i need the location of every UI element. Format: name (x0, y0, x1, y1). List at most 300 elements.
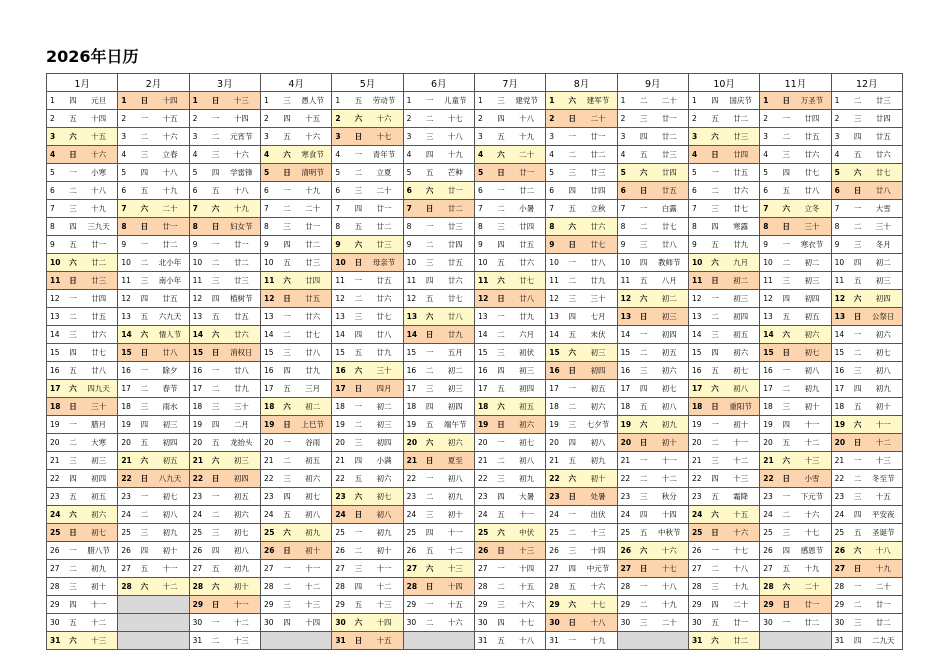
lunar-label: 十三 (804, 456, 820, 465)
month-header: 4月 (260, 74, 331, 92)
day-number: 14 (691, 330, 702, 339)
weekday: 一 (639, 330, 648, 339)
day-number: 4 (406, 150, 412, 159)
lunar-label: 廿五 (519, 240, 535, 249)
weekday: 四 (497, 240, 505, 249)
day-number: 18 (121, 402, 131, 411)
day-cell (831, 542, 902, 560)
lunar-label: 廿九 (305, 366, 321, 375)
weekday: 六 (568, 600, 577, 609)
weekday: 五 (140, 564, 149, 573)
day-number: 30 (763, 618, 773, 627)
lunar-label: 廿一 (305, 222, 321, 231)
day-number: 11 (834, 276, 845, 285)
weekday: 三 (354, 312, 363, 321)
day-cell (47, 200, 118, 218)
day-number: 19 (620, 420, 632, 429)
day-number: 24 (763, 510, 773, 519)
weekday: 二 (283, 204, 291, 213)
day-cell (688, 578, 759, 596)
day-cell (189, 164, 260, 182)
day-cell (831, 560, 902, 578)
weekday: 三 (497, 222, 505, 231)
day-cell (546, 596, 617, 614)
lunar-label: 初四 (661, 330, 677, 339)
weekday: 五 (711, 492, 719, 501)
day-number: 29 (691, 600, 702, 609)
lunar-label: 廿五 (305, 294, 321, 303)
weekday: 二 (425, 114, 434, 123)
day-cell (831, 398, 902, 416)
weekday: 四 (639, 384, 648, 393)
day-number: 24 (263, 510, 274, 519)
lunar-label: 初三 (233, 456, 249, 465)
day-cell (332, 416, 403, 434)
weekday: 一 (782, 114, 791, 123)
day-number: 15 (406, 348, 417, 357)
day-number: 2 (263, 114, 269, 123)
weekday: 三 (711, 204, 719, 213)
day-cell (546, 470, 617, 488)
day-cell (546, 524, 617, 542)
lunar-label: 初七 (875, 348, 891, 357)
lunar-label: 初八 (162, 510, 178, 519)
lunar-label: 十六 (162, 132, 178, 141)
day-number: 12 (263, 294, 275, 303)
day-number: 2 (192, 114, 198, 123)
lunar-label: 公祭日 (872, 312, 895, 321)
day-row (47, 218, 903, 236)
day-number: 7 (620, 204, 626, 213)
lunar-label: 初八 (305, 510, 321, 519)
day-cell (47, 326, 118, 344)
lunar-label: 母亲节 (372, 258, 396, 267)
day-cell (47, 596, 118, 614)
day-number: 27 (763, 564, 773, 573)
day-number: 4 (335, 150, 341, 159)
weekday: 日 (853, 438, 862, 447)
day-row (47, 200, 903, 218)
day-cell (617, 290, 688, 308)
day-number: 17 (121, 384, 131, 393)
day-number: 29 (477, 600, 488, 609)
weekday: 二 (140, 510, 149, 519)
weekday: 二 (639, 96, 648, 105)
lunar-label: 十七 (661, 564, 677, 573)
day-cell (118, 452, 189, 470)
weekday: 五 (782, 186, 791, 195)
lunar-label: 廿七 (733, 204, 749, 213)
day-row (47, 272, 903, 290)
weekday: 日 (639, 564, 648, 573)
day-cell (332, 344, 403, 362)
lunar-label: 初四 (233, 474, 249, 483)
lunar-label: 十三 (590, 528, 606, 537)
lunar-label: 二月 (233, 420, 249, 429)
day-cell (617, 488, 688, 506)
lunar-label: 十六 (519, 600, 535, 609)
weekday: 一 (354, 402, 363, 411)
lunar-label: 廿一 (376, 204, 392, 213)
lunar-label: 愚人节 (301, 96, 324, 105)
lunar-label: 廿一 (875, 600, 891, 609)
weekday: 日 (140, 96, 149, 105)
lunar-label: 廿九 (733, 240, 749, 249)
lunar-label: 十六 (590, 582, 606, 591)
day-cell (831, 236, 902, 254)
day-cell (688, 236, 759, 254)
weekday: 五 (568, 330, 577, 339)
weekday: 一 (782, 366, 791, 375)
lunar-label: 四月 (376, 384, 392, 393)
lunar-label: 十八 (875, 546, 891, 555)
day-row (47, 110, 903, 128)
weekday: 六 (69, 132, 77, 141)
lunar-label: 初四 (376, 438, 392, 447)
day-cell (189, 326, 260, 344)
weekday: 六 (497, 150, 505, 159)
day-number: 13 (549, 312, 559, 321)
day-cell (118, 92, 189, 110)
day-cell (403, 488, 474, 506)
day-cell (688, 164, 759, 182)
weekday: 二 (425, 240, 434, 249)
lunar-label: 初八 (447, 474, 463, 483)
weekday: 三 (425, 510, 434, 519)
day-cell (260, 452, 331, 470)
lunar-label: 六月 (519, 330, 535, 339)
lunar-label: 廿七 (590, 240, 606, 249)
day-cell (403, 416, 474, 434)
day-number: 11 (620, 276, 631, 285)
lunar-label: 大暑 (519, 492, 535, 501)
day-number: 23 (121, 492, 131, 501)
weekday: 五 (782, 312, 791, 321)
weekday: 三 (639, 240, 648, 249)
lunar-label: 廿一 (447, 186, 463, 195)
weekday: 一 (354, 528, 363, 537)
weekday: 一 (711, 294, 719, 303)
lunar-label: 十六 (661, 546, 677, 555)
day-number: 20 (549, 438, 559, 447)
lunar-label: 廿二 (733, 636, 749, 645)
lunar-label: 廿四 (661, 168, 677, 177)
day-number: 17 (335, 384, 346, 393)
lunar-label: 十六 (91, 150, 107, 159)
day-number: 4 (620, 150, 626, 159)
lunar-label: 初九 (305, 528, 321, 537)
lunar-label: 初十 (875, 402, 891, 411)
day-cell (118, 218, 189, 236)
day-number: 6 (192, 186, 198, 195)
day-number: 16 (477, 366, 488, 375)
weekday: 二 (283, 582, 291, 591)
day-number: 22 (691, 474, 702, 483)
day-number: 19 (50, 420, 60, 429)
day-number: 11 (335, 276, 345, 285)
lunar-label: 廿四 (590, 186, 606, 195)
day-cell (260, 380, 331, 398)
lunar-label: 十八 (519, 114, 535, 123)
day-number: 11 (263, 276, 275, 285)
day-cell (617, 452, 688, 470)
day-number: 15 (834, 348, 845, 357)
day-number: 14 (406, 330, 418, 339)
day-number: 20 (192, 438, 203, 447)
lunar-label: 处暑 (590, 492, 606, 501)
weekday: 日 (853, 186, 862, 195)
day-cell (760, 578, 831, 596)
day-number: 26 (691, 546, 702, 555)
lunar-label: 廿一 (733, 618, 749, 627)
weekday: 二 (497, 582, 505, 591)
weekday: 二 (211, 132, 220, 141)
day-cell (47, 614, 118, 632)
day-number: 26 (121, 546, 131, 555)
day-number: 28 (834, 582, 845, 591)
day-cell (546, 416, 617, 434)
day-number: 1 (620, 96, 626, 105)
day-cell (474, 272, 545, 290)
lunar-label: 十九 (875, 564, 891, 573)
lunar-label: 十三 (376, 600, 392, 609)
lunar-label: 十五 (91, 132, 107, 141)
lunar-label: 十八 (233, 186, 249, 195)
day-number: 17 (834, 384, 845, 393)
lunar-label: 十四 (447, 582, 463, 591)
weekday: 二 (782, 384, 791, 393)
day-number: 10 (691, 258, 703, 267)
weekday: 六 (69, 636, 77, 645)
day-number: 10 (549, 258, 559, 267)
day-number: 18 (192, 402, 203, 411)
day-cell (332, 632, 403, 650)
day-number: 17 (406, 384, 417, 393)
day-number: 30 (620, 618, 631, 627)
day-number: 1 (121, 96, 127, 105)
weekday: 一 (354, 276, 363, 285)
day-number: 20 (620, 438, 632, 447)
weekday: 日 (782, 348, 791, 357)
day-cell (189, 344, 260, 362)
day-row (47, 290, 903, 308)
weekday: 一 (711, 420, 719, 429)
day-number: 18 (263, 402, 275, 411)
weekday: 五 (69, 114, 77, 123)
day-cell (760, 542, 831, 560)
weekday: 一 (568, 258, 577, 267)
weekday: 四 (69, 222, 77, 231)
weekday: 五 (283, 132, 291, 141)
lunar-label: 二十 (733, 600, 749, 609)
day-cell (474, 308, 545, 326)
weekday: 五 (140, 438, 149, 447)
weekday: 四 (354, 204, 363, 213)
day-number: 6 (50, 186, 55, 195)
day-number: 8 (263, 222, 269, 231)
weekday: 一 (69, 294, 77, 303)
weekday: 一 (283, 564, 291, 573)
day-cell (189, 362, 260, 380)
day-cell (260, 164, 331, 182)
day-number: 14 (121, 330, 132, 339)
weekday: 四 (283, 366, 291, 375)
day-cell (474, 128, 545, 146)
lunar-label: 初五 (804, 312, 820, 321)
day-cell (47, 578, 118, 596)
day-cell (189, 632, 260, 650)
lunar-label: 初十 (91, 582, 107, 591)
lunar-label: 学雷锋 (230, 168, 253, 177)
weekday: 四 (568, 438, 577, 447)
day-cell (260, 506, 331, 524)
lunar-label: 廿四 (733, 150, 749, 159)
day-row (47, 146, 903, 164)
day-cell (688, 488, 759, 506)
day-cell (546, 542, 617, 560)
weekday: 六 (853, 168, 862, 177)
day-cell (189, 614, 260, 632)
day-number: 15 (477, 348, 488, 357)
lunar-label: 元旦 (91, 96, 107, 105)
day-cell (260, 290, 331, 308)
weekday: 日 (211, 600, 220, 609)
weekday: 四 (497, 492, 505, 501)
lunar-label: 初三 (91, 456, 107, 465)
day-cell (189, 578, 260, 596)
weekday: 日 (140, 474, 149, 483)
weekday: 二 (354, 546, 363, 555)
lunar-label: 十四 (590, 546, 606, 555)
day-number: 12 (763, 294, 773, 303)
weekday: 一 (711, 546, 719, 555)
day-cell (118, 416, 189, 434)
weekday: 三 (354, 186, 363, 195)
lunar-label: 廿四 (447, 240, 463, 249)
day-cell (189, 290, 260, 308)
day-number: 30 (192, 618, 203, 627)
lunar-label: 廿三 (447, 222, 463, 231)
day-number: 17 (620, 384, 631, 393)
day-cell (474, 236, 545, 254)
day-cell (617, 470, 688, 488)
lunar-label: 廿六 (233, 330, 249, 339)
day-cell (474, 614, 545, 632)
weekday: 四 (283, 492, 291, 501)
weekday: 日 (782, 474, 791, 483)
lunar-label: 十二 (447, 546, 463, 555)
lunar-label: 初六 (875, 330, 891, 339)
calendar-body (47, 92, 903, 650)
day-number: 12 (549, 294, 559, 303)
day-cell (474, 560, 545, 578)
day-number: 10 (50, 258, 61, 267)
day-number: 2 (121, 114, 127, 123)
day-cell (47, 488, 118, 506)
weekday: 一 (782, 618, 791, 627)
lunar-label: 廿一 (91, 240, 107, 249)
weekday: 四 (782, 168, 791, 177)
day-number: 9 (477, 240, 483, 249)
day-cell (47, 434, 118, 452)
day-number: 20 (335, 438, 345, 447)
day-row (47, 488, 903, 506)
day-cell (760, 470, 831, 488)
day-number: 9 (121, 240, 127, 249)
day-cell (760, 326, 831, 344)
lunar-label: 十一 (661, 456, 677, 465)
weekday: 五 (425, 168, 434, 177)
lunar-label: 廿五 (233, 312, 249, 321)
day-number: 14 (763, 330, 774, 339)
lunar-label: 廿七 (305, 330, 321, 339)
day-cell (546, 380, 617, 398)
day-cell (474, 542, 545, 560)
day-cell (47, 254, 118, 272)
weekday: 日 (140, 348, 149, 357)
day-row (47, 596, 903, 614)
weekday: 五 (69, 618, 77, 627)
lunar-label: 初八 (519, 456, 535, 465)
weekday: 六 (568, 474, 577, 483)
day-number: 19 (477, 420, 489, 429)
lunar-label: 廿二 (305, 240, 321, 249)
weekday: 二 (283, 456, 291, 465)
day-cell (47, 182, 118, 200)
lunar-label: 廿四 (91, 294, 107, 303)
lunar-label: 十三 (233, 96, 249, 105)
weekday: 四 (140, 420, 149, 429)
weekday: 日 (782, 96, 791, 105)
weekday: 六 (853, 546, 862, 555)
weekday: 一 (497, 438, 505, 447)
day-cell (47, 524, 118, 542)
day-number: 8 (121, 222, 127, 231)
lunar-label: 初四 (519, 384, 535, 393)
lunar-label: 十六 (305, 132, 321, 141)
weekday: 四 (497, 114, 505, 123)
day-cell (831, 146, 902, 164)
lunar-label: 初三 (661, 312, 677, 321)
day-number: 16 (691, 366, 702, 375)
weekday: 一 (853, 330, 862, 339)
day-cell (760, 362, 831, 380)
day-cell (118, 488, 189, 506)
weekday: 一 (140, 114, 149, 123)
day-cell (831, 470, 902, 488)
day-number: 21 (335, 456, 345, 465)
weekday: 六 (711, 132, 719, 141)
lunar-label: 初四 (447, 402, 463, 411)
day-number: 3 (477, 132, 483, 141)
day-cell (189, 200, 260, 218)
day-cell (617, 92, 688, 110)
day-cell (688, 560, 759, 578)
day-cell (831, 344, 902, 362)
day-number: 18 (477, 402, 489, 411)
weekday: 日 (497, 294, 505, 303)
lunar-label: 五月 (447, 348, 463, 357)
lunar-label: 廿六 (447, 276, 463, 285)
day-number: 25 (549, 528, 559, 537)
lunar-label: 廿九 (447, 330, 463, 339)
day-cell (474, 182, 545, 200)
weekday: 二 (211, 258, 220, 267)
weekday: 日 (283, 294, 291, 303)
day-cell (617, 578, 688, 596)
day-number: 10 (834, 258, 845, 267)
day-number: 28 (406, 582, 418, 591)
